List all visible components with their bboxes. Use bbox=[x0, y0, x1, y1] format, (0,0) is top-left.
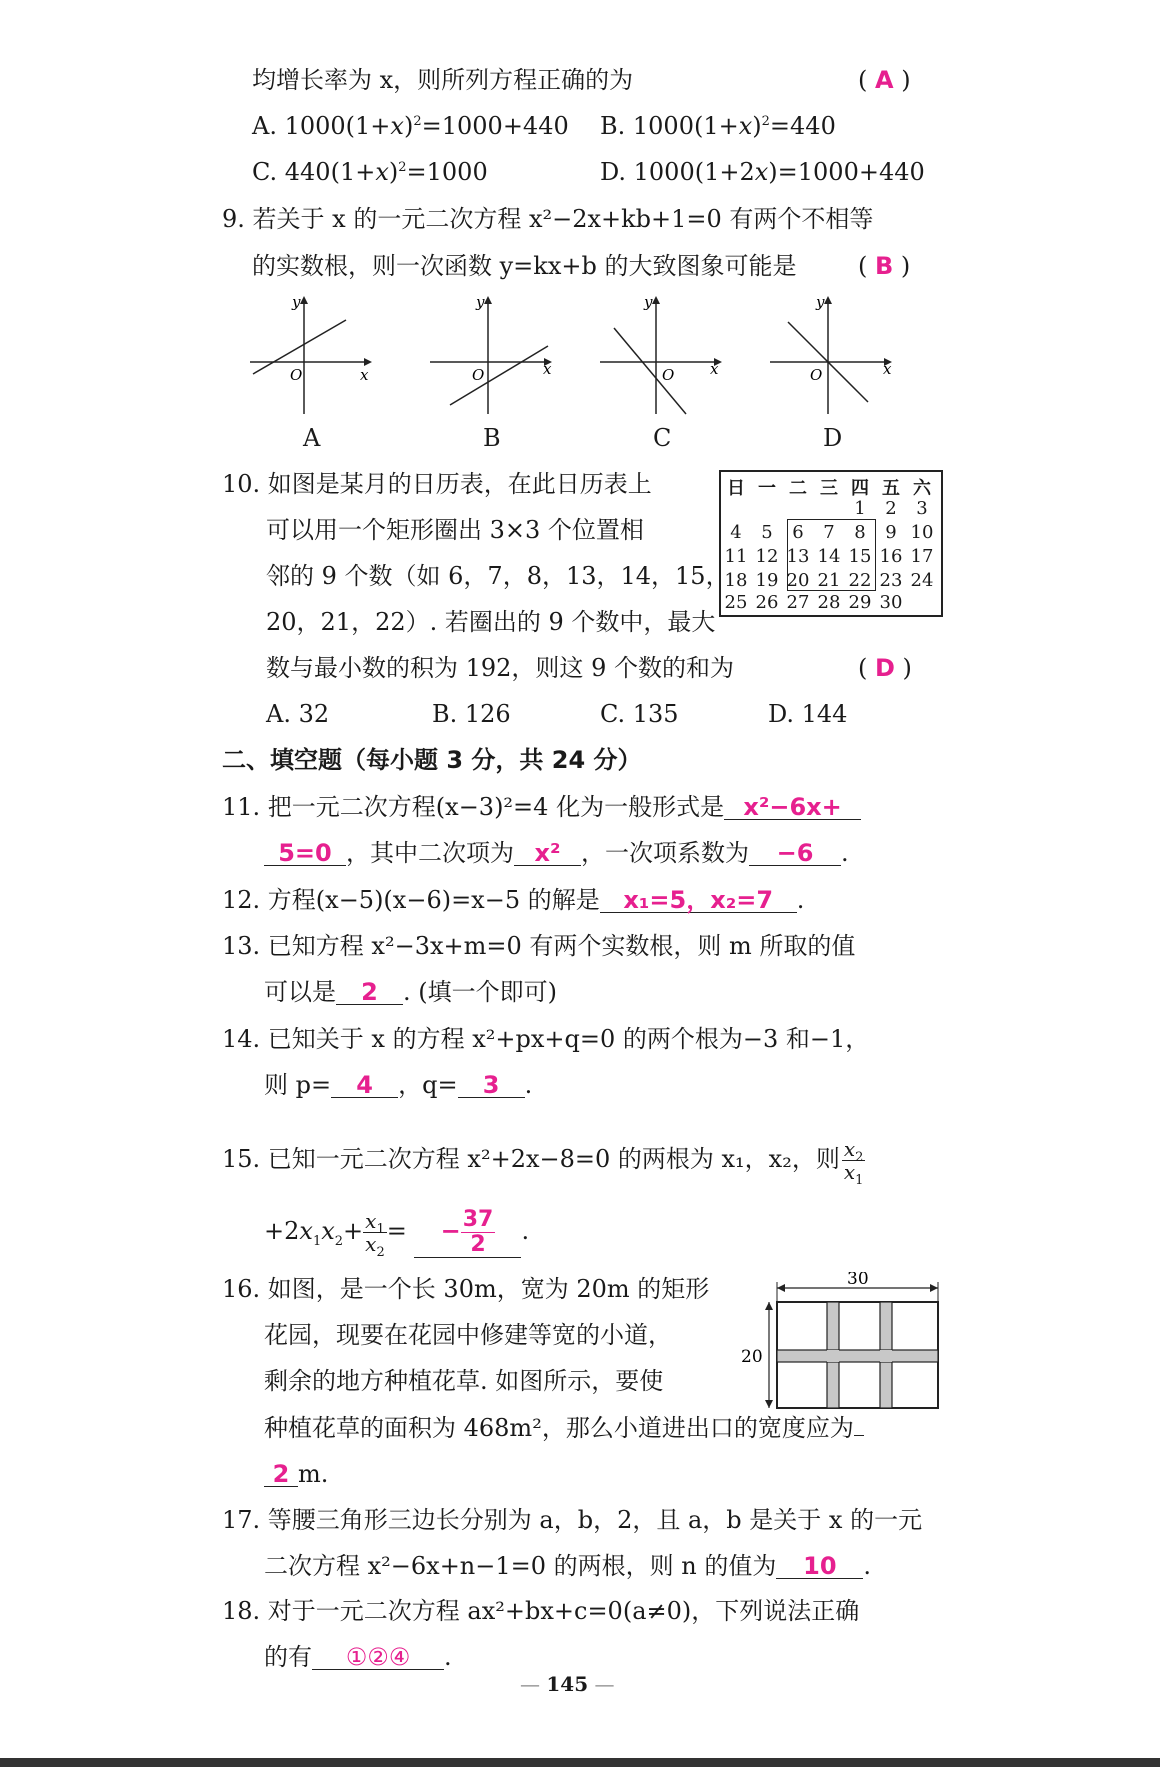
q12-answer: x₁=5，x₂=7 bbox=[623, 886, 774, 914]
q9-answer: B bbox=[875, 252, 894, 280]
graph-c-origin: O bbox=[662, 366, 675, 384]
q9-answer-paren: ( B ) bbox=[858, 252, 911, 280]
q11-mid: ，其中二次项为 bbox=[346, 839, 514, 867]
cal-cell: 21 bbox=[817, 570, 841, 591]
graph-c-label: C bbox=[653, 424, 672, 452]
q11-answer-b: 5=0 bbox=[278, 839, 332, 867]
q10-answer: D bbox=[875, 654, 895, 682]
q16-line4 bbox=[264, 1416, 864, 1440]
q10-option-d: D. 144 bbox=[768, 700, 848, 728]
q16-line2: 花园，现要在花园中修建等宽的小道， bbox=[264, 1321, 672, 1349]
cal-cell: 23 bbox=[879, 570, 903, 591]
page-number: — 145 — bbox=[520, 1672, 615, 1696]
q18-line2: 的有 ①②④ . bbox=[264, 1643, 452, 1671]
bottom-bar bbox=[0, 1758, 1160, 1767]
cal-cell: 27 bbox=[786, 592, 810, 613]
q16-line5 bbox=[264, 1462, 328, 1487]
q13-line1: 13. 已知方程 x²−3x+m=0 有两个实数根，则 m 所取的值 bbox=[222, 932, 856, 960]
cal-h3: 三 bbox=[820, 478, 838, 499]
q10-line2: 可以用一个矩形圈出 3×3 个位置相 bbox=[266, 516, 644, 544]
graph-b bbox=[428, 292, 558, 417]
cal-cell: 6 bbox=[792, 522, 804, 543]
graph-a-y-label: y bbox=[292, 293, 301, 311]
cal-h6: 六 bbox=[913, 478, 931, 499]
q14-p-pre: 则 p= bbox=[264, 1071, 332, 1099]
page-number-value: 145 bbox=[546, 1672, 589, 1696]
graph-a-label: A bbox=[303, 424, 321, 452]
graph-c-x-label: x bbox=[710, 360, 719, 378]
garden-diagram bbox=[735, 1272, 945, 1412]
graph-a bbox=[248, 292, 378, 417]
cal-cell: 18 bbox=[724, 570, 748, 591]
q11-pre: 11. 把一元二次方程(x−3)²=4 化为一般形式是 bbox=[222, 793, 725, 821]
section-title: 二、填空题（每小题 3 分，共 24 分） bbox=[222, 746, 642, 774]
q18-line1: 18. 对于一元二次方程 ax²+bx+c=0(a≠0)，下列说法正确 bbox=[222, 1597, 860, 1625]
cal-cell: 8 bbox=[854, 522, 866, 543]
graph-b-y-label: y bbox=[476, 293, 485, 311]
graph-a-x-label: x bbox=[360, 366, 369, 384]
cal-h2: 二 bbox=[789, 478, 807, 499]
graph-b-origin: O bbox=[472, 366, 485, 384]
cal-cell: 19 bbox=[755, 570, 779, 591]
cal-cell: 17 bbox=[910, 546, 934, 567]
q18-answer: ①②④ bbox=[345, 1643, 411, 1671]
q14-line1: 14. 已知关于 x 的方程 x²+px+q=0 的两个根为−3 和−1， bbox=[222, 1025, 870, 1053]
cal-cell: 9 bbox=[885, 522, 897, 543]
garden-height-label: 20 bbox=[741, 1347, 763, 1367]
q13-line2 bbox=[264, 980, 557, 1005]
q10-line4: 20，21，22）. 若圈出的 9 个数中，最大 bbox=[266, 608, 716, 636]
cal-cell: 24 bbox=[910, 570, 934, 591]
q12-line: 12. 方程(x−5)(x−6)=x−5 的解是 x₁=5，x₂=7 . bbox=[222, 886, 805, 914]
q10-answer-paren: ( D ) bbox=[858, 654, 912, 682]
graph-d-x-label: x bbox=[883, 360, 892, 378]
q15-text: 15. 已知一元二次方程 x²+2x−8=0 的两根为 x₁，x₂，则 bbox=[222, 1145, 840, 1173]
q10-line5: 数与最小数的积为 192，则这 9 个数的和为 bbox=[266, 654, 734, 682]
calendar bbox=[719, 470, 943, 617]
cal-cell: 4 bbox=[730, 522, 742, 543]
q13-pre: 可以是 bbox=[264, 978, 336, 1006]
cal-cell: 26 bbox=[755, 592, 779, 613]
q14-q-answer: 3 bbox=[482, 1071, 500, 1099]
cal-cell: 7 bbox=[823, 522, 835, 543]
graph-d bbox=[768, 292, 898, 417]
q8-option-d: D. 1000(1+2x)=1000+440 bbox=[600, 158, 925, 186]
cal-cell: 14 bbox=[817, 546, 841, 567]
graph-b-label: B bbox=[483, 424, 501, 452]
graph-d-label: D bbox=[823, 424, 843, 452]
cal-cell: 12 bbox=[755, 546, 779, 567]
q13-answer: 2 bbox=[361, 978, 378, 1006]
graph-a-origin: O bbox=[290, 366, 303, 384]
q17-line1: 17. 等腰三角形三边长分别为 a，b，2，且 a，b 是关于 x 的一元 bbox=[222, 1506, 923, 1534]
q10-line1: 10. 如图是某月的日历表，在此日历表上 bbox=[222, 470, 652, 498]
cal-cell: 25 bbox=[724, 592, 748, 613]
q10-option-b: B. 126 bbox=[432, 700, 511, 728]
q8-option-a: A. $1000(1+x)^2=1000+440$ bbox=[252, 112, 569, 140]
cal-cell: 10 bbox=[910, 522, 934, 543]
cal-h0: 日 bbox=[727, 478, 745, 499]
q16-answer: 2 bbox=[272, 1460, 290, 1488]
q18-pre: 的有 bbox=[264, 1643, 312, 1671]
cal-cell: 30 bbox=[879, 592, 903, 613]
q17-line2: 二次方程 x²−6x+n−1=0 的两根，则 n 的值为 10 . bbox=[264, 1552, 872, 1580]
q16-line3: 剩余的地方种植花草. 如图所示，要使 bbox=[264, 1367, 664, 1395]
cal-cell: 3 bbox=[916, 498, 928, 519]
calendar-selection-box bbox=[787, 519, 876, 591]
q11-answer-c: x² bbox=[534, 839, 561, 867]
q15-answer-den: 2 bbox=[470, 1232, 486, 1258]
q16-line1: 16. 如图，是一个长 30m，宽为 20m 的矩形 bbox=[222, 1275, 710, 1303]
q16-line4-text: 种植花草的面积为 468m²，那么小道进出口的宽度应为 bbox=[264, 1414, 854, 1442]
cal-cell: 1 bbox=[854, 498, 866, 519]
q17-answer: 10 bbox=[803, 1552, 837, 1580]
q11-line1 bbox=[222, 795, 861, 820]
graph-d-origin: O bbox=[810, 366, 823, 384]
graph-c-y-label: y bbox=[644, 293, 653, 311]
cal-cell: 22 bbox=[848, 570, 872, 591]
q14-q-pre: ，q= bbox=[398, 1071, 458, 1099]
q15-line2: $+2x_1x_2+$ $\frac{x_1}{x_2}$ = − $\frac{37}{2}$ . bbox=[264, 1207, 530, 1261]
q8-option-b: B. $1000(1+x)^2=440$ bbox=[600, 112, 836, 140]
graph-d-y-label: y bbox=[816, 293, 825, 311]
q9-line2: 的实数根，则一次函数 y=kx+b 的大致图象可能是 bbox=[252, 252, 797, 280]
q16-unit: m. bbox=[298, 1460, 329, 1488]
q11-mid2: ，一次项系数为 bbox=[581, 839, 749, 867]
q12-pre: 12. 方程(x−5)(x−6)=x−5 的解是 bbox=[222, 886, 600, 914]
q13-post: . (填一个即可) bbox=[403, 978, 557, 1006]
q10-line3: 邻的 9 个数（如 6，7，8，13，14，15， bbox=[266, 562, 730, 590]
q9-line1: 9. 若关于 x 的一元二次方程 x²−2x+kb+1=0 有两个不相等 bbox=[222, 205, 874, 233]
cal-h5: 五 bbox=[882, 478, 900, 499]
q17-pre: 二次方程 x²−6x+n−1=0 的两根，则 n 的值为 bbox=[264, 1552, 777, 1580]
q14-line2: 则 p= 4 ，q= 3 . bbox=[264, 1071, 533, 1099]
q8-answer: A bbox=[875, 66, 894, 94]
cal-cell: 15 bbox=[848, 546, 872, 567]
cal-cell: 5 bbox=[761, 522, 773, 543]
q15-answer-num: 37 bbox=[462, 1207, 494, 1232]
cal-cell: 13 bbox=[786, 546, 810, 567]
q10-option-a: A. 32 bbox=[266, 700, 330, 728]
q11-line2: 5=0 ，其中二次项为 x² ，一次项系数为 −6 . bbox=[264, 841, 849, 866]
graph-c bbox=[598, 292, 728, 417]
cal-cell: 11 bbox=[724, 546, 748, 567]
q8-answer-paren: ( A ) bbox=[858, 66, 911, 94]
cal-h4: 四 bbox=[851, 478, 869, 499]
q8-option-c: C. $440(1+x)^2=1000$ bbox=[252, 158, 488, 186]
cal-cell: 29 bbox=[848, 592, 872, 613]
q11-answer-d: −6 bbox=[776, 839, 814, 867]
q15-answer bbox=[461, 1208, 496, 1257]
cal-cell: 16 bbox=[879, 546, 903, 567]
garden-width-label: 30 bbox=[847, 1272, 869, 1289]
cal-cell: 20 bbox=[786, 570, 810, 591]
graph-b-x-label: x bbox=[543, 360, 552, 378]
q14-p-answer: 4 bbox=[356, 1071, 373, 1099]
q8-stem: 均增长率为 x，则所列方程正确的为 bbox=[252, 66, 634, 94]
cal-cell: 2 bbox=[885, 498, 897, 519]
q15-line1: 15. 已知一元二次方程 x²+2x−8=0 的两根为 x₁，x₂，则 $\frac{x_2}{x_1}$ bbox=[222, 1137, 864, 1188]
q15-answer-sign: − bbox=[440, 1217, 461, 1246]
q11-answer-a: x²−6x+ bbox=[743, 793, 842, 821]
cal-cell: 28 bbox=[817, 592, 841, 613]
q10-option-c: C. 135 bbox=[600, 700, 679, 728]
cal-h1: 一 bbox=[758, 478, 776, 499]
